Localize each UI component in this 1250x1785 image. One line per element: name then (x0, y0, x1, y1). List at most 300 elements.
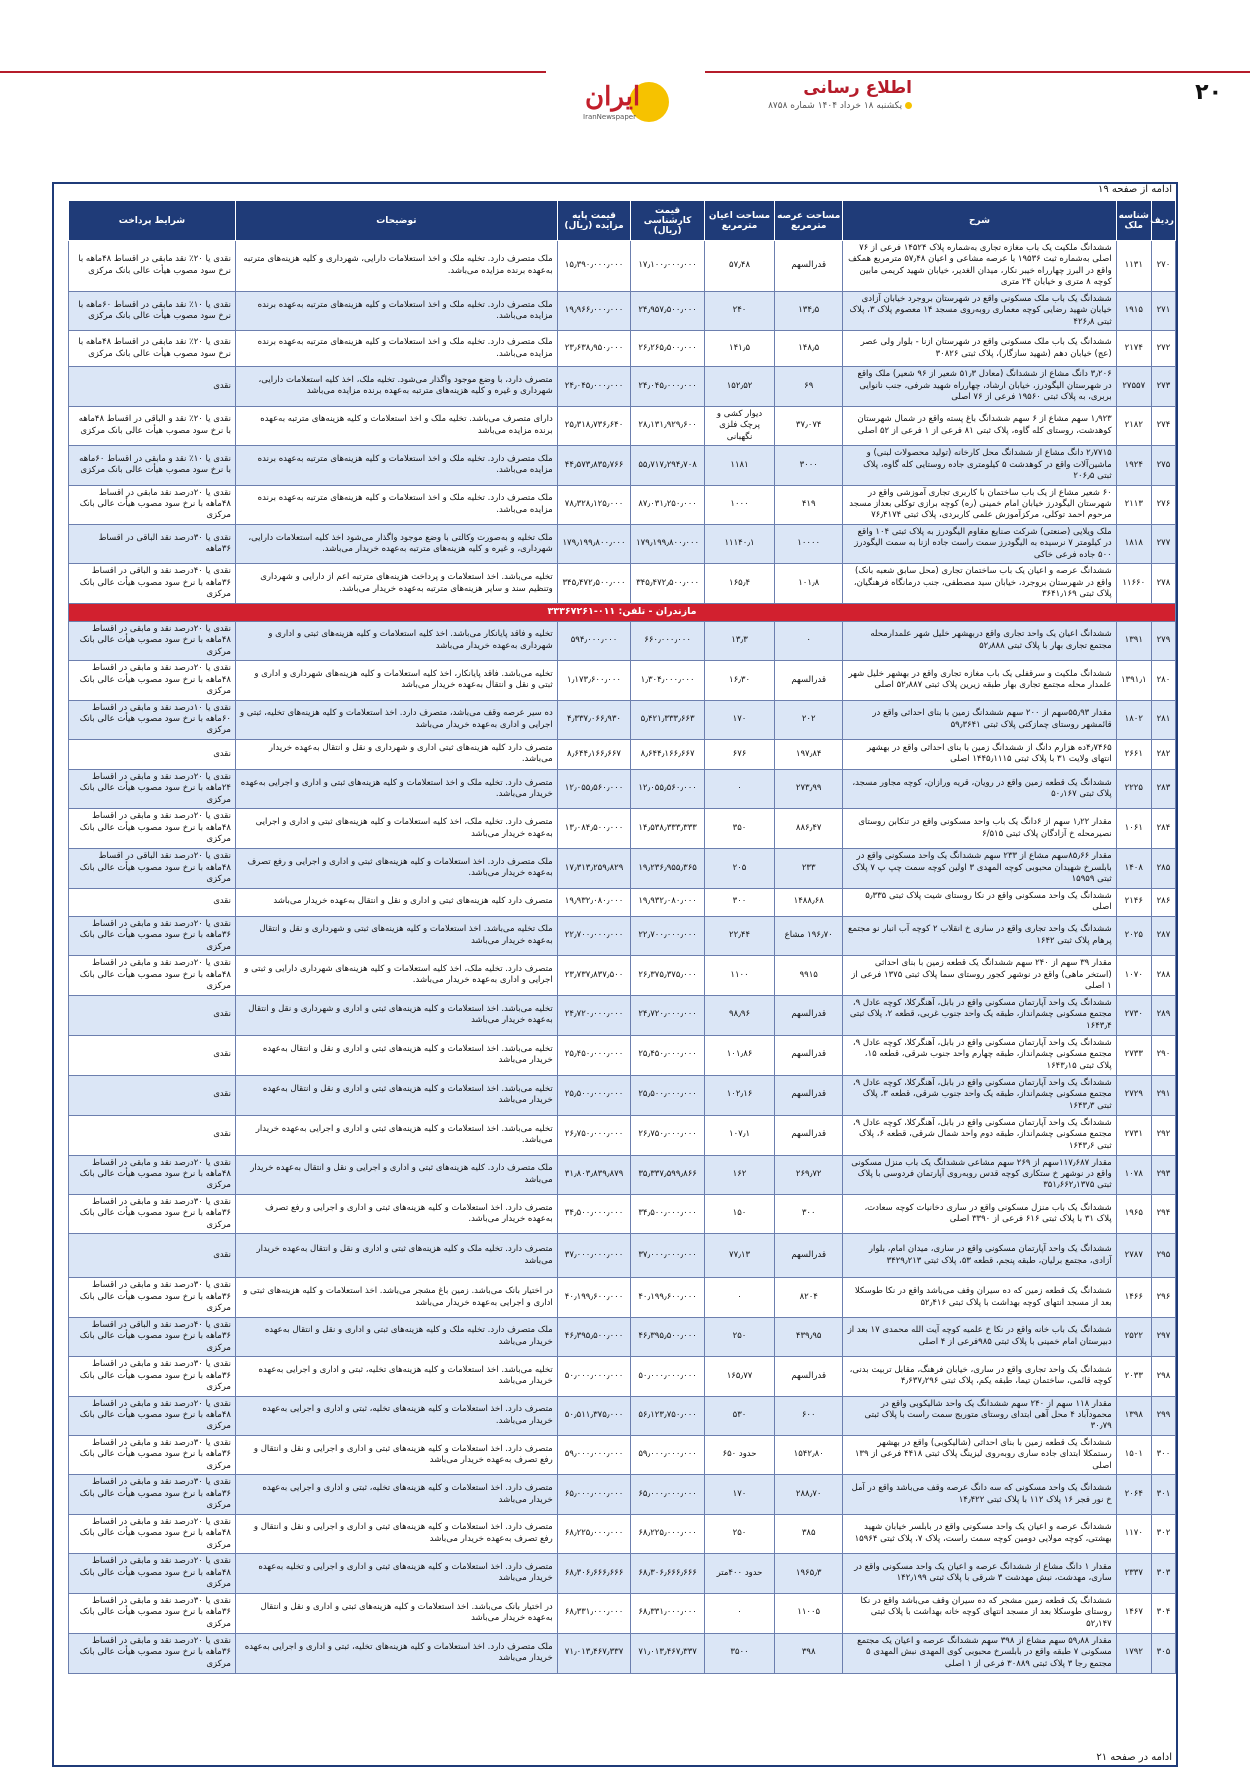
col-desc-cell: ششدانگ یک قطعه زمین با بنای احداثی (شالیکوبی) واقع در بهشهر رستمکلا ابتدای جاده ساری روبه‌روی لیزینگ پلاک ثبتی ۴۴۱۸ فرعی از ۱۳۹ اصلی (843, 1435, 1116, 1474)
col-row-cell: ۲۹۵ (1151, 1234, 1175, 1278)
col-land-area-cell: ۳۸۵ (775, 1514, 843, 1553)
col-row-cell: ۲۹۶ (1151, 1278, 1175, 1317)
col-notes-cell: ملک متصرف دارد. اخذ استعلامات و کلیه هزینه‌های تخلیه، ثبتی و اداری و اجرایی به‌عهده خریدار می‌باشد (235, 1633, 557, 1673)
col-land-area-cell: ۹۹۱۵ (775, 956, 843, 995)
col-land-area-cell: قدرالسهم (775, 995, 843, 1035)
table-row (69, 485, 1176, 524)
col-land-area-cell: قدرالسهم (775, 1234, 843, 1278)
col-appraisal-cell: ۱۹٫۹۳۲٫۰۸۰٫۰۰۰ (631, 888, 705, 916)
col-land-area-cell: ۰ (775, 621, 843, 660)
table-row (69, 406, 1176, 445)
col-building-area-cell: ۱۶٫۳۰ (704, 661, 774, 700)
table-row (69, 291, 1176, 330)
col-base-price-cell: ۷۱٫۰۱۳٫۴۶۷٫۳۳۷ (557, 1633, 631, 1673)
col-payment-cell: نقدی یا ۲۰درصد نقد الباقی در اقساط ۴۸ماهه با نرخ سود مصوب هیأت عالی بانک مرکزی (69, 848, 236, 888)
col-row-cell: ۲۸۴ (1151, 809, 1175, 848)
col-row-cell: ۲۹۱ (1151, 1075, 1175, 1115)
table-row (69, 1633, 1176, 1673)
table-row (69, 1075, 1176, 1115)
col-payment-cell: نقدی یا ۲۰درصد نقد مابقی در اقساط ۴۸ماهه با نرخ سود مصوب هیأت عالی بانک مرکزی (69, 485, 236, 524)
col-desc-cell: ششدانگ یک واحد مسکونی که سه دانگ عرصه وقف می‌باشد واقع در آمل خ نور فجر ۱۶ پلاک ۱۱۲ با پلاک ثبتی ۱۴٫۴۲۲ (843, 1475, 1116, 1514)
col-appraisal-cell: ۱٫۳۰۴٫۰۰۰٫۰۰۰ (631, 661, 705, 700)
table-row (69, 700, 1176, 739)
col-id-cell: ۲۰۳۳ (1116, 1357, 1151, 1396)
col-appraisal-cell: ۵۶٫۱۲۳٫۷۵۰٫۰۰۰ (631, 1396, 705, 1435)
col-payment-cell: نقدی یا ۳۰درصد نقد و مابقی در اقساط ۳۶ماهه با نرخ سود مصوب هیأت عالی بانک مرکزی (69, 1278, 236, 1317)
col-building-area-cell: ۲۰۵ (704, 848, 774, 888)
col-payment-cell: نقدی (69, 888, 236, 916)
col-desc-cell: ششدانگ عرصه و اعیان یک واحد مسکونی واقع در بابلسر خیابان شهید بهشتی، کوچه مولایی دومین کوچه سمت راست، پلاک ۷، پلاک ثبتی ۱۵۹۶۴ (843, 1514, 1116, 1553)
col-row-cell: ۳۰۲ (1151, 1514, 1175, 1553)
col-appraisal-cell: ۶۵٫۰۰۰٫۰۰۰٫۰۰۰ (631, 1475, 705, 1514)
col-building-area-cell: دیوار کشی و پرچک فلزی نگهبانی (704, 406, 774, 445)
table-row (69, 1475, 1176, 1514)
col-land-area-cell: ۲۸۸٫۷۰ (775, 1475, 843, 1514)
col-appraisal-cell: ۳۴۵٫۴۷۲٫۵۰۰٫۰۰۰ (631, 564, 705, 603)
col-notes-cell: متصرف دارد. تخلیه ملک، اخذ کلیه استعلامات و کلیه هزینه‌های ثبتی و اداری و اجرایی به‌عهده خریدار می‌باشد (235, 809, 557, 848)
table-row (69, 241, 1176, 292)
col-desc-cell: ۴٫۷۴۶۵ده هزارم دانگ از ششدانگ زمین با بنای احداثی واقع در بهشهر انتهای ولایت ۳۱ با پلاک ثبتی ۱۴۴۵٫۱۱۱۵ اصلی (843, 739, 1116, 769)
col-row-cell: ۳۰۴ (1151, 1593, 1175, 1633)
continued-from: ادامه از صفحه ۱۹ (1098, 184, 1172, 195)
col-building-area-cell: ۰ (704, 1278, 774, 1317)
col-land-area-cell: ۲۳۳ (775, 848, 843, 888)
col-id-cell: ۲۷۲۹ (1116, 1075, 1151, 1115)
col-building-area-cell: ۱۶۲ (704, 1155, 774, 1194)
col-appraisal-cell: ۸۷٫۰۳۱٫۲۵۰٫۰۰۰ (631, 485, 705, 524)
col-desc-cell: ششدانگ ملکیت یک باب مغازه تجاری به‌شماره پلاک ۱۴۵۲۴ فرعی از ۷۶ اصلی به‌شماره ثبت ۱۹۵۳۶ با عرصه مشاعی و اعیان ۵۷٫۴۸ مترمربع همکف واقع در البرز چهارراه خیبر نکار، میدان الغدیر، خیابان شهید کریمی مابین کوچه ۸ متری و خیابان ۲۴ متری (843, 241, 1116, 292)
col-appraisal-cell: ۵۰٫۰۰۰٫۰۰۰٫۰۰۰ (631, 1357, 705, 1396)
col-id-cell: ۲۲۲۵ (1116, 769, 1151, 808)
col-land-area-cell: ۱۹۶۵٫۳ (775, 1554, 843, 1593)
col-building-area-cell: ۱۶۵٫۴ (704, 564, 774, 603)
col-notes-cell: متصرف دارد. اخذ استعلامات و کلیه هزینه‌های ثبتی و اداری و اجرایی و تخلیه به‌عهده خریدار می‌باشد (235, 1554, 557, 1593)
newspaper-logo (581, 80, 671, 125)
col-id-cell: ۲۱۱۳ (1116, 485, 1151, 524)
date-line (768, 101, 912, 111)
col-id-header: شناسه ملک (1116, 201, 1151, 241)
col-payment-cell: نقدی یا ۲۰٪ نقد مابقی در اقساط ۴۸ماهه با نرخ سود مصوب هیأت عالی بانک مرکزی (69, 331, 236, 367)
col-id-cell: ۲۱۸۲ (1116, 406, 1151, 445)
col-row-cell: ۳۰۰ (1151, 1435, 1175, 1474)
col-building-area-cell: ۰ (704, 769, 774, 808)
col-row-cell: ۲۹۰ (1151, 1035, 1175, 1075)
col-appraisal-cell: ۵۵٫۷۱۷٫۲۹۴٫۷۰۸ (631, 446, 705, 485)
col-desc-cell: ششدانگ یک قطعه زمین واقع در رویان، قریه ورازان، کوچه مجاور مسجد، پلاک ثبتی ۵۰٫۱۶۷ (843, 769, 1116, 808)
col-appraisal-cell: ۱۹٫۲۳۶٫۹۵۵٫۳۶۵ (631, 848, 705, 888)
col-payment-cell: نقدی یا ۲۰درصد نقد و مابقی در اقساط ۴۸ماهه با نرخ سود مصوب هیأت عالی بانک مرکزی (69, 1396, 236, 1435)
col-payment-cell: نقدی یا ۲۰درصد نقد و مابقی در اقساط ۴۸ماهه با نرخ سود مصوب هیأت عالی بانک مرکزی (69, 1554, 236, 1593)
col-appraisal-cell: ۳۵٫۳۳۷٫۵۹۹٫۸۶۶ (631, 1155, 705, 1194)
col-land-area-cell: ۸۲۰۴ (775, 1278, 843, 1317)
table-row (69, 1514, 1176, 1553)
col-row-cell: ۲۷۷ (1151, 524, 1175, 563)
col-base-price-cell: ۶۸٫۳۳۱٫۰۰۰٫۰۰۰ (557, 1593, 631, 1633)
col-appraisal-cell: ۱۴٫۵۳۸٫۳۳۳٫۳۳۳ (631, 809, 705, 848)
col-desc-cell: مقدار ۱ دانگ مشاع از ششدانگ عرصه و اعیان یک واحد مسکونی واقع در ساری، مهدشت، نبش مهدشت ۳ شرقی با پلاک ثبتی ۱۴۲٫۱۹۹ (843, 1554, 1116, 1593)
col-desc-cell: مقدار ۳۹ سهم از ۲۴۰ سهم ششدانگ یک قطعه زمین با بنای احداثی (استخر ماهی) واقع در نوشهر کجور روستای سما پلاک ثبتی ۱۳۷۵ فرعی از ۱ اصلی (843, 956, 1116, 995)
col-base-price-cell: ۳۴٫۵۰۰٫۰۰۰٫۰۰۰ (557, 1194, 631, 1233)
col-desc-header: شرح (843, 201, 1116, 241)
col-row-cell: ۲۷۹ (1151, 621, 1175, 660)
col-id-cell: ۱۴۰۸ (1116, 848, 1151, 888)
col-building-area-cell: حدود ۶۵۰ (704, 1435, 774, 1474)
col-desc-cell: ۳٫۲۰۶ دانگ مشاع از ششدانگ (معادل ۵۱٫۳ شعیر از ۹۶ شعیر) ملک واقع در شهرستان الیگودرز، خیابان ارشاد، چهارراه شهید شرفی، جنب نانوایی بربری، به پلاک ثبتی ۱۹۵۶۰ فرعی از ۷۶ اصلی (843, 367, 1116, 406)
col-land-area-header: مساحت عرصه مترمربع (775, 201, 843, 241)
col-base-price-cell: ۲۳٫۶۳۸٫۹۵۰٫۰۰۰ (557, 331, 631, 367)
col-desc-cell: ششدانگ یک باب خانه واقع در نکا خ علمیه کوچه آیت الله محمدی ۱۷ بعد از دبیرستان امام خمینی با پلاک ثبتی ۹۸۵فرعی از ۴ اصلی (843, 1317, 1116, 1356)
col-base-price-cell: ۳۱٫۸۰۳٫۸۳۹٫۸۷۹ (557, 1155, 631, 1194)
col-id-cell: ۱۳۹۸ (1116, 1396, 1151, 1435)
continued-to: ادامه در صفحه ۲۱ (1096, 1752, 1172, 1763)
table-row (69, 1554, 1176, 1593)
col-id-cell: ۱۳۹۱ (1116, 621, 1151, 660)
col-appraisal-cell: ۳۴٫۵۰۰٫۰۰۰٫۰۰۰ (631, 1194, 705, 1233)
col-notes-cell: ده سیر عرصه وقف می‌باشد، متصرف دارد. اخذ استعلامات و کلیه هزینه‌های تخلیه، ثبتی و اجرایی و اداری به‌عهده خریدار می‌باشد (235, 700, 557, 739)
col-base-price-cell: ۴۰٫۱۹۹٫۶۰۰٫۰۰۰ (557, 1278, 631, 1317)
col-desc-cell: ششدانگ یک واحد مسکونی واقع در نکا روستای شیت پلاک ثبتی ۵٫۳۳۵ اصلی (843, 888, 1116, 916)
col-land-area-cell: ۱۴۸۸٫۶۸ (775, 888, 843, 916)
section-title: اطلاع رسانی (803, 78, 912, 98)
col-land-area-cell: قدرالسهم (775, 241, 843, 292)
col-row-cell: ۲۷۲ (1151, 331, 1175, 367)
col-notes-cell: ملک متصرف دارد. کلیه هزینه‌های ثبتی و اداری و اجرایی و نقل و انتقال به‌عهده خریدار می‌باشد (235, 1155, 557, 1194)
col-appraisal-cell: ۲۵٫۵۰۰٫۰۰۰٫۰۰۰ (631, 1075, 705, 1115)
col-base-price-cell: ۱۹٫۹۳۲٫۰۸۰٫۰۰۰ (557, 888, 631, 916)
col-appraisal-cell: ۳۷٫۰۰۰٫۰۰۰٫۰۰۰ (631, 1234, 705, 1278)
col-notes-cell: تخلیه می‌باشد. اخذ استعلامات و پرداخت هزینه‌های مترتبه اعم از دارایی و شهرداری وتنظیم سند و سایر هزینه‌های مترتبه به‌عهده خریدار می‌باشد. (235, 564, 557, 603)
col-row-cell: ۲۹۸ (1151, 1357, 1175, 1396)
col-id-cell: ۲۳۳۷ (1116, 1554, 1151, 1593)
col-base-price-cell: ۴۴٫۵۷۳٫۸۳۵٫۷۶۶ (557, 446, 631, 485)
col-notes-cell: تخلیه می‌باشد. اخذ استعلامات و کلیه هزینه‌های تخلیه، ثبتی و اداری و اجرایی به‌عهده خریدار می‌باشد (235, 1357, 557, 1396)
auction-table (68, 200, 1176, 1674)
col-appraisal-cell: ۲۴٫۰۴۵٫۰۰۰٫۰۰۰ (631, 367, 705, 406)
col-appraisal-cell: ۶۸٫۲۲۵٫۰۰۰٫۰۰۰ (631, 1514, 705, 1553)
col-payment-cell: نقدی یا ۳۰درصد نقد و مابقی در اقساط ۳۶ماهه با نرخ سود مصوب هیأت عالی بانک مرکزی (69, 1357, 236, 1396)
col-desc-cell: ششدانگ یک باب ملک مسکونی واقع در شهرستان بروجرد خیابان آزادی خیابان شهید رضایی کوچه معماری روبه‌روی مسجد ۱۴ معصوم پلاک ۳، پلاک ثبتی ۴۲۶٫۸ (843, 291, 1116, 330)
table-row (69, 956, 1176, 995)
col-row-cell: ۲۸۸ (1151, 956, 1175, 995)
table-row (69, 524, 1176, 563)
col-land-area-cell: قدرالسهم (775, 1357, 843, 1396)
col-notes-cell: متصرف دارد کلیه هزینه‌های ثبتی اداری و شهرداری و نقل و انتقال به‌عهده خریدار می‌باشد. (235, 739, 557, 769)
table-row (69, 888, 1176, 916)
col-notes-cell: تخلیه می‌باشد. اخذ استعلامات و کلیه هزینه‌های ثبتی و اداری و اجرایی به‌عهده خریدار می‌باشد. (235, 1115, 557, 1155)
col-base-price-header: قیمت پایه مزایده (ریال) (557, 201, 631, 241)
col-land-area-cell: قدرالسهم (775, 1115, 843, 1155)
col-id-cell: ۱۱۳۱ (1116, 241, 1151, 292)
col-notes-cell: تخلیه می‌باشد. فاقد پایانکار، اخذ کلیه استعلامات و کلیه هزینه‌های شهرداری و اداری و ثبتی و نقل و انتقال به‌عهده خریدار می‌باشد (235, 661, 557, 700)
col-notes-cell: تخلیه می‌باشد. اخذ استعلامات و کلیه هزینه‌های ثبتی و اداری و نقل و انتقال به‌عهده خریدار می‌باشد (235, 1035, 557, 1075)
table-row (69, 446, 1176, 485)
col-building-area-cell: ۵۷٫۴۸ (704, 241, 774, 292)
col-building-area-cell: ۱۱۸۱ (704, 446, 774, 485)
col-desc-cell: ششدانگ یک باب منزل مسکونی واقع در ساری دخانیات کوچه سعادت، پلاک ۳۱ با پلاک ثبتی ۶۱۶ فرعی از ۳۳۹۰ اصلی (843, 1194, 1116, 1233)
col-building-area-cell: ۱۵۰ (704, 1194, 774, 1233)
col-appraisal-cell: ۱۷٫۱۰۰٫۰۰۰٫۰۰۰ (631, 241, 705, 292)
col-base-price-cell: ۱۳٫۰۸۴٫۵۰۰٫۰۰۰ (557, 809, 631, 848)
table-row (69, 367, 1176, 406)
table-row (69, 769, 1176, 808)
table-row (69, 1194, 1176, 1233)
col-notes-cell: در اختیار بانک می‌باشد. اخذ استعلامات و کلیه هزینه‌های ثبتی و اداری و نقل و انتقال به‌عهده خریدار می‌باشد (235, 1593, 557, 1633)
col-base-price-cell: ۵۹۴٫۰۰۰٫۰۰۰ (557, 621, 631, 660)
col-id-cell: ۱۴۶۷ (1116, 1593, 1151, 1633)
col-notes-cell: متصرف دارد. اخذ استعلامات و کلیه هزینه‌های تخلیه، ثبتی و اداری و اجرایی به‌عهده خریدار می‌باشد. (235, 1396, 557, 1435)
col-row-cell: ۲۷۵ (1151, 446, 1175, 485)
col-appraisal-header: قیمت کارشناسی (ریال) (631, 201, 705, 241)
col-payment-cell: نقدی یا ۲۰درصد نقد و مابقی در اقساط ۴۸ماهه با نرخ سود مصوب هیأت عالی بانک مرکزی (69, 809, 236, 848)
col-building-area-cell: ۱۴۱٫۵ (704, 331, 774, 367)
col-payment-cell: نقدی یا ۱۰٪ نقد و مابقی در اقساط ۶۰ماهه با نرخ سود مصوب هیأت عالی بانک مرکزی (69, 446, 236, 485)
col-payment-cell: نقدی (69, 1234, 236, 1278)
col-id-cell: ۱۰۶۱ (1116, 809, 1151, 848)
col-building-area-cell: ۷۷٫۱۳ (704, 1234, 774, 1278)
col-appraisal-cell: ۸٫۶۴۴٫۱۶۶٫۶۶۷ (631, 739, 705, 769)
col-payment-cell: نقدی یا ۲۰درصد نقد و مابقی در اقساط ۴۸ماهه با نرخ سود مصوب هیأت عالی بانک مرکزی (69, 661, 236, 700)
col-notes-cell: متصرف دارد. اخذ استعلامات و کلیه هزینه‌های تخلیه، ثبتی و اداری و اجرایی به‌عهده خریدار می‌باشد (235, 1475, 557, 1514)
col-row-cell: ۲۸۱ (1151, 700, 1175, 739)
col-land-area-cell: ۶۹ (775, 367, 843, 406)
table-row (69, 1435, 1176, 1474)
col-base-price-cell: ۵۰٫۵۱۱٫۳۷۵٫۰۰۰ (557, 1396, 631, 1435)
col-notes-cell: ملک متصرف دارد. تخلیه ملک و اخذ استعلامات و کلیه هزینه‌های مترتبه به‌عهده برنده مزایده می‌باشد. (235, 446, 557, 485)
col-desc-cell: ششدانگ ملکیت و سرقفلی یک باب مغازه تجاری واقع در بهشهر خلیل شهر علمدار محله مجتمع تجاری بهار طبقه زیرین پلاک ثبتی ۵۲٫۸۸۷ اصلی (843, 661, 1116, 700)
col-id-cell: ۱۸۱۸ (1116, 524, 1151, 563)
col-row-cell: ۲۷۶ (1151, 485, 1175, 524)
col-base-price-cell: ۱۲٫۰۵۵٫۵۶۰٫۰۰۰ (557, 769, 631, 808)
header-rule-right (705, 71, 1250, 73)
col-base-price-cell: ۲۳٫۷۳۷٫۸۳۷٫۵۰۰ (557, 956, 631, 995)
col-desc-cell: مقدار ۱۱۸ سهم از ۲۴۰ سهم ششدانگ یک واحد شالیکوبی واقع در محمودآباد ۴ محل آهی ابتدای روستای متوربج سمت راست با پلاک ثبتی ۳۰٫۷۹ (843, 1396, 1116, 1435)
col-land-area-cell: ۱۱۰۰۵ (775, 1593, 843, 1633)
col-land-area-cell: ۴۳۹٫۹۵ (775, 1317, 843, 1356)
col-id-cell: ۲۶۶۱ (1116, 739, 1151, 769)
col-appraisal-cell: ۴۶٫۳۹۵٫۵۰۰٫۰۰۰ (631, 1317, 705, 1356)
col-row-cell: ۲۹۹ (1151, 1396, 1175, 1435)
col-desc-cell: ۶۰ شعیر مشاع از یک باب ساختمان با کاربری تجاری آموزشی واقع در شهرستان الیگودرز خیابان امام خمینی (ره) کوچه برازی توکلی بعداز مسجد مرحوم احمد توکلی، مرکزآموزش علمی کاربردی، پلاک ثبتی ۷۶٫۴۱۷۴ (843, 485, 1116, 524)
col-notes-cell: دارای متصرف می‌باشد. تخلیه ملک و اخذ استعلامات و کلیه هزینه‌های مترتبه به‌عهده برنده مزایده می‌باشد (235, 406, 557, 445)
col-desc-cell: ششدانگ یک قطعه زمین که ده سیران وقف می‌باشد واقع در نکا طوسکلا بعد از مسجد انتهای کوچه بهداشت با پلاک ثبتی ۵۲٫۴۱۶ (843, 1278, 1116, 1317)
col-desc-cell: ششدانگ عرصه و اعیان یک باب ساختمان تجاری (محل سابق شعبه بانک) واقع در شهرستان بروجرد، خیابان سید مصطفی، جنب درمانگاه فرهنگیان، پلاک ثبتی ۳۶۴۱٫۱۶۹ (843, 564, 1116, 603)
col-appraisal-cell: ۲۴٫۹۵۷٫۵۰۰٫۰۰۰ (631, 291, 705, 330)
listing-frame (52, 182, 1178, 1767)
col-row-cell: ۲۸۳ (1151, 769, 1175, 808)
col-base-price-cell: ۳۴۵٫۴۷۲٫۵۰۰٫۰۰۰ (557, 564, 631, 603)
col-land-area-cell: ۶۰۰ (775, 1396, 843, 1435)
table-row (69, 1278, 1176, 1317)
col-payment-cell: نقدی یا ۲۰٪ نقد و الباقی در اقساط ۴۸ماهه با نرخ سود مصوب هیأت عالی بانک مرکزی (69, 406, 236, 445)
col-notes-cell: متصرف دارد. تخلیه ملک، اخذ کلیه استعلامات و کلیه هزینه‌های شهرداری دارایی و ثبتی و اجرایی و اداری به‌عهده خریدار می‌باشد. (235, 956, 557, 995)
col-base-price-cell: ۲۵٫۳۱۸٫۷۳۶٫۶۴۰ (557, 406, 631, 445)
col-payment-cell: نقدی یا ۴۰درصد نقد و الباقی در اقساط ۳۶ماهه با نرخ سود مصوب هیأت عالی بانک مرکزی (69, 1317, 236, 1356)
col-base-price-cell: ۲۴٫۰۴۵٫۰۰۰٫۰۰۰ (557, 367, 631, 406)
col-notes-cell: تخلیه می‌باشد. اخذ استعلامات و کلیه هزینه‌های ثبتی و اداری و شهرداری و نقل و انتقال به‌عهده خریدار می‌باشد (235, 995, 557, 1035)
col-notes-cell: متصرف دارد. اخذ استعلامات و کلیه هزینه‌های ثبتی و اداری و اجرایی و نقل و انتقال و رفع تصرف به‌عهده خریدار می‌باشد (235, 1435, 557, 1474)
col-row-cell: ۳۰۵ (1151, 1633, 1175, 1673)
col-appraisal-cell: ۲۶٫۷۵۰٫۰۰۰٫۰۰۰ (631, 1115, 705, 1155)
region-divider-label: مازندران - تلفن: ۰۱۱-۳۳۳۶۷۲۶۱ (69, 603, 1176, 621)
col-notes-cell: ملک متصرف دارد. تخلیه ملک و اخذ استعلامات و کلیه هزینه‌های مترتبه به‌عهده برنده مزایده می‌باشد. (235, 485, 557, 524)
col-appraisal-cell: ۶۸٫۳۳۱٫۰۰۰٫۰۰۰ (631, 1593, 705, 1633)
col-row-cell: ۲۷۳ (1151, 367, 1175, 406)
col-row-cell: ۲۸۵ (1151, 848, 1175, 888)
col-desc-cell: ششدانگ اعیان یک واحد تجاری واقع دربهشهر خلیل شهر علمدارمحله مجتمع تجاری بهار با پلاک ثبتی ۵۲٫۸۸۸ (843, 621, 1116, 660)
col-desc-cell: مقدار ۱٫۲۲ سهم از ۶دانگ یک باب واحد مسکونی واقع در تنکابن روستای نصیرمحله خ آزادگان پلاک ثبتی ۶/۵۱۵ (843, 809, 1116, 848)
col-payment-cell: نقدی (69, 1035, 236, 1075)
col-building-area-cell: ۲۵۰ (704, 1514, 774, 1553)
col-row-cell: ۳۰۱ (1151, 1475, 1175, 1514)
col-notes-cell: متصرف دارد. تخلیه ملک و کلیه هزینه‌های ثبتی و اداری و نقل و انتقال به‌عهده خریدار می‌باشد (235, 1234, 557, 1278)
table-row (69, 848, 1176, 888)
col-land-area-cell: قدرالسهم (775, 661, 843, 700)
col-building-area-cell: ۱۱۰۰ (704, 956, 774, 995)
col-row-cell: ۲۸۷ (1151, 916, 1175, 955)
logo-name: ایران (585, 82, 641, 112)
col-payment-cell: نقدی یا ۱۰درصد نقد و مابقی در اقساط ۶۰ماهه با نرخ سود مصوب هیأت عالی بانک مرکزی (69, 700, 236, 739)
logo-subtitle: IranNewspaper (583, 113, 636, 121)
col-desc-cell: ششدانگ یک واحد تجاری واقع در ساری خ انقلاب ۲ کوچه آب انبار نو مجتمع پرهام پلاک ثبتی ۱۶۴۲ (843, 916, 1116, 955)
col-building-area-cell: ۹۸٫۹۶ (704, 995, 774, 1035)
col-payment-cell: نقدی یا ۳۰درصد نقد و مابقی در اقساط ۳۶ماهه با نرخ سود مصوب هیأت عالی بانک مرکزی (69, 1194, 236, 1233)
col-base-price-cell: ۵۰٫۰۰۰٫۰۰۰٫۰۰۰ (557, 1357, 631, 1396)
col-desc-cell: مقدار ۵۵٫۹۳سهم از ۲۰۰ سهم ششدانگ زمین با بنای احداثی واقع در قائمشهر روستای چمازکتی پلاک ثبتی ۵۹٫۳۶۴۱ (843, 700, 1116, 739)
table-row (69, 739, 1176, 769)
col-payment-cell: نقدی (69, 995, 236, 1035)
dot-icon (905, 102, 912, 109)
table-row (69, 621, 1176, 660)
table-row (69, 1035, 1176, 1075)
col-base-price-cell: ۱۹٫۹۶۶٫۰۰۰٫۰۰۰ (557, 291, 631, 330)
col-desc-cell: ششدانگ یک واحد آپارتمان مسکونی واقع در بابل، آهنگرکلا، کوچه عادل ۹، مجتمع مسکونی چشم‌انداز، طبقه دوم واحد شمال شرقی، قطعه ۶، پلاک ثبتی ۱۶۴۳٫۶ (843, 1115, 1116, 1155)
col-building-area-cell: ۲۲٫۴۴ (704, 916, 774, 955)
col-desc-cell: ششدانگ یک واحد تجاری واقع در ساری، خیابان فرهنگ، مقابل تربیت بدنی، کوچه قائمی، ساختمان تیما، طبقه یکم، پلاک ثبتی ۴٫۶۳۷٫۲۹۶ (843, 1357, 1116, 1396)
col-id-cell: ۱۹۲۴ (1116, 446, 1151, 485)
col-land-area-cell: قدرالسهم (775, 1035, 843, 1075)
table-row (69, 1155, 1176, 1194)
col-id-cell: ۲۷۳۰ (1116, 995, 1151, 1035)
col-id-cell: ۱۱۶۶۰ (1116, 564, 1151, 603)
col-row-cell: ۲۷۱ (1151, 291, 1175, 330)
section-header (768, 78, 912, 111)
table-row (69, 1234, 1176, 1278)
col-appraisal-cell: ۲۲٫۷۰۰٫۰۰۰٫۰۰۰ (631, 916, 705, 955)
table-row (69, 564, 1176, 603)
col-building-area-cell: ۶۷۶ (704, 739, 774, 769)
col-building-area-cell: ۳۵۰ (704, 809, 774, 848)
col-base-price-cell: ۷۸٫۳۲۸٫۱۲۵٫۰۰۰ (557, 485, 631, 524)
col-payment-cell: نقدی یا ۲۰درصد نقد و مابقی در اقساط ۳۶ماهه با نرخ سود مصوب هیأت عالی بانک مرکزی (69, 1633, 236, 1673)
col-land-area-cell: ۳۷٫۰۷۴ (775, 406, 843, 445)
col-payment-cell: نقدی یا ۴۰درصد نقد و الباقی در اقساط ۳۶ماهه با نرخ سود مصوب هیأت عالی بانک مرکزی (69, 564, 236, 603)
col-desc-cell: ۱٫۹۲۳ سهم مشاع از ۶ سهم ششدانگ باغ پسته واقع در شمال شهرستان کوهدشت، روستای کله گاوه، پلاک ثبتی ۸۱ فرعی از ۱ فرعی از ۵۲ اصلی (843, 406, 1116, 445)
col-base-price-cell: ۲۴٫۷۲۰٫۰۰۰٫۰۰۰ (557, 995, 631, 1035)
col-base-price-cell: ۴۶٫۳۹۵٫۵۰۰٫۰۰۰ (557, 1317, 631, 1356)
col-notes-header: توضیحات (235, 201, 557, 241)
col-id-cell: ۲۵۲۲ (1116, 1317, 1151, 1356)
col-row-cell: ۲۹۲ (1151, 1115, 1175, 1155)
col-appraisal-cell: ۵۹٫۰۰۰٫۰۰۰٫۰۰۰ (631, 1435, 705, 1474)
col-desc-cell: ششدانگ یک واحد آپارتمان مسکونی واقع در بابل، آهنگرکلا، کوچه عادل ۹، مجتمع مسکونی چشم‌انداز، طبقه یک واحد جنوب غربی، قطعه ۲، پلاک ثبتی ۱۶۴۳٫۴ (843, 995, 1116, 1035)
table-row (69, 1317, 1176, 1356)
col-land-area-cell: ۱۹۶٫۷۰ مشاع (775, 916, 843, 955)
col-notes-cell: متصرف دارد. اخذ استعلامات و کلیه هزینه‌های ثبتی و اداری و اجرایی و نقل و انتقال و رفع تصرف به‌عهده خریدار می‌باشد (235, 1514, 557, 1553)
col-notes-cell: ملک متصرف دارد. تخلیه ملک و اخذ استعلامات و کلیه هزینه‌های مترتبه به‌عهده برنده مزایده می‌باشد. (235, 291, 557, 330)
col-land-area-cell: ۱۴۸٫۵ (775, 331, 843, 367)
col-notes-cell: متصرف دارد. اخذ استعلامات و کلیه هزینه‌های ثبتی و اداری و اجرایی و رفع تصرف به‌عهده خریدار می‌باشد. (235, 1194, 557, 1233)
col-notes-cell: ملک متصرف دارد. تخلیه ملک و اخذ استعلامات دارایی، شهرداری و کلیه هزینه‌های مترتبه به‌عهده برنده مزایده می‌باشد. (235, 241, 557, 292)
col-payment-cell: نقدی یا ۲۰درصد نقد و مابقی در اقساط ۴۸ماهه با نرخ سود مصوب هیأت عالی بانک مرکزی (69, 956, 236, 995)
col-land-area-cell: ۱۰۰۰۰ (775, 524, 843, 563)
col-payment-cell: نقدی یا ۲۰درصد نقد و مابقی در اقساط ۴۸ماهه با نرخ سود مصوب هیأت عالی بانک مرکزی (69, 1514, 236, 1553)
col-building-area-cell: ۱۵۲٫۵۲ (704, 367, 774, 406)
col-building-area-cell: ۱۷۰ (704, 700, 774, 739)
col-base-price-cell: ۶۵٫۰۰۰٫۰۰۰٫۰۰۰ (557, 1475, 631, 1514)
col-appraisal-cell: ۱۲٫۰۵۵٫۵۶۰٫۰۰۰ (631, 769, 705, 808)
col-payment-cell: نقدی (69, 1075, 236, 1115)
col-appraisal-cell: ۴۰٫۱۹۹٫۶۰۰٫۰۰۰ (631, 1278, 705, 1317)
col-row-cell: ۲۹۳ (1151, 1155, 1175, 1194)
col-land-area-cell: ۱۳۴٫۵ (775, 291, 843, 330)
col-building-area-cell: ۱۳٫۳ (704, 621, 774, 660)
col-row-cell: ۲۸۲ (1151, 739, 1175, 769)
col-building-area-cell: ۱۰۲٫۱۶ (704, 1075, 774, 1115)
col-building-area-cell: ۲۵۰ (704, 1317, 774, 1356)
col-desc-cell: مقدار ۱۱۷٫۶۸۷سهم از ۲۶۹ سهم مشاعی ششدانگ یک باب منزل مسکونی واقع در نوشهر خ ستکاری کوچه قدس روبه‌روی آپارتمان فردوسی با پلاک ثبتی ۳۵۱٫۶۶۲٫۱۳۷۵ (843, 1155, 1116, 1194)
col-notes-cell: ملک متصرف دارد. تخلیه ملک و اخذ استعلامات و کلیه هزینه‌های مترتبه به‌عهده برنده مزایده می‌باشد. (235, 331, 557, 367)
col-id-cell: ۲۷۳۱ (1116, 1115, 1151, 1155)
col-row-cell: ۲۸۶ (1151, 888, 1175, 916)
col-building-area-cell: ۲۴۰ (704, 291, 774, 330)
col-land-area-cell: ۱۹۷٫۸۴ (775, 739, 843, 769)
col-row-cell: ۲۷۰ (1151, 241, 1175, 292)
col-row-cell: ۲۸۰ (1151, 661, 1175, 700)
col-id-cell: ۱۸۰۲ (1116, 700, 1151, 739)
col-payment-cell: نقدی یا ۲۰درصد نقد و مابقی در اقساط ۴۸ماهه با نرخ سود مصوب هیأت عالی بانک مرکزی (69, 1155, 236, 1194)
col-building-area-cell: ۳۰۰ (704, 888, 774, 916)
col-building-area-cell: ۱۰۰۰ (704, 485, 774, 524)
col-notes-cell: در اختیار بانک می‌باشد. زمین باغ مشجر می‌باشد. اخذ استعلامات و کلیه هزینه‌های ثبتی و اداری و اجرایی به‌عهده خریدار می‌باشد (235, 1278, 557, 1317)
col-base-price-cell: ۵۹٫۰۰۰٫۰۰۰٫۰۰۰ (557, 1435, 631, 1474)
col-id-cell: ۱۹۶۵ (1116, 1194, 1151, 1233)
col-appraisal-cell: ۱۷۹٫۱۹۹٫۸۰۰٫۰۰۰ (631, 524, 705, 563)
table-row (69, 916, 1176, 955)
col-building-area-cell: ۱۰۱٫۸۶ (704, 1035, 774, 1075)
col-id-cell: ۲۷۳۳ (1116, 1035, 1151, 1075)
col-id-cell: ۱۱۷۰ (1116, 1514, 1151, 1553)
col-appraisal-cell: ۲۶٫۳۷۵٫۳۷۵٫۰۰۰ (631, 956, 705, 995)
col-desc-cell: ملک ویلایی (صنعتی) شرکت صنایع مقاوم الیگودرز به پلاک ثبتی ۱۰۴ واقع در کیلومتر ۷ نرسیده به الیگودرز سمت راست جاده ازنا به سمت الیگودرز ۵۰۰ جاده فرعی خاکی (843, 524, 1116, 563)
col-land-area-cell: ۳۰۰ (775, 1194, 843, 1233)
col-land-area-cell: ۲۰۲ (775, 700, 843, 739)
col-id-cell: ۲۷۵۵۷ (1116, 367, 1151, 406)
col-desc-cell: ششدانگ یک واحد آپارتمان مسکونی واقع در بابل، آهنگرکلا، کوچه عادل ۹، مجتمع مسکونی چشم‌انداز، طبقه چهارم واحد جنوب شرقی، قطعه ۱۵، پلاک ثبتی ۱۶۴۳٫۱۵ (843, 1035, 1116, 1075)
col-appraisal-cell: ۲۶٫۲۶۵٫۵۰۰٫۰۰۰ (631, 331, 705, 367)
col-base-price-cell: ۴٫۳۳۷٫۰۶۶٫۹۳۰ (557, 700, 631, 739)
col-desc-cell: ششدانگ یک واحد آپارتمان مسکونی واقع در بابل، آهنگرکلا، کوچه عادل ۹، مجتمع مسکونی چشم‌انداز، طبقه یک واحد جنوب شرقی، قطعه ۳، پلاک ثبتی ۱۶۴۳٫۳ (843, 1075, 1116, 1115)
col-appraisal-cell: ۷۱٫۰۱۳٫۴۶۷٫۳۳۷ (631, 1633, 705, 1673)
col-base-price-cell: ۱٫۱۷۳٫۶۰۰٫۰۰۰ (557, 661, 631, 700)
col-notes-cell: تخلیه و فاقد پایانکار می‌باشد. اخذ کلیه استعلامات و کلیه هزینه‌های ثبتی و اداری و شهرداری به‌عهده خریدار می‌باشد (235, 621, 557, 660)
col-id-cell: ۱۳۹۱٫۱ (1116, 661, 1151, 700)
col-desc-cell: مقدار ۸۵٫۶۶سهم مشاع از ۲۳۳ سهم ششدانگ یک واحد مسکونی واقع در بابلسرخ شهیدان محبوبی کوچه المهدی ۳ اولین کوچه سمت چپ پ ۷ پلاک ثبتی ۱۵۹۵۹ (843, 848, 1116, 888)
table-row (69, 1396, 1176, 1435)
col-desc-cell: ششدانگ یک قطعه زمین مشجر که ده سیران وقف می‌باشد واقع در نکا روستای طوسکلا بعد از مسجد انتهای کوچه خانه بهداشت با پلاک ثبتی ۵۲٫۱۴۷ (843, 1593, 1116, 1633)
col-desc-cell: مقدار ۵۹٫۸۸ سهم مشاع از ۳۹۸ سهم ششدانگ عرصه و اعیان یک مجتمع مسکونی ۷ طبقه واقع در بابلسرخ محبوبی کوی المهدی نبش المهدی ۵ مجتمع رجا ۳ پلاک ثبتی ۳۰۸۸۹ فرعی از ۱ اصلی (843, 1633, 1116, 1673)
col-payment-cell: نقدی یا ۲۰درصد نقد و مابقی در اقساط ۳۶ماهه با نرخ سود مصوب هیأت عالی بانک مرکزی (69, 916, 236, 955)
col-appraisal-cell: ۲۸٫۱۳۱٫۹۲۹٫۶۰۰ (631, 406, 705, 445)
